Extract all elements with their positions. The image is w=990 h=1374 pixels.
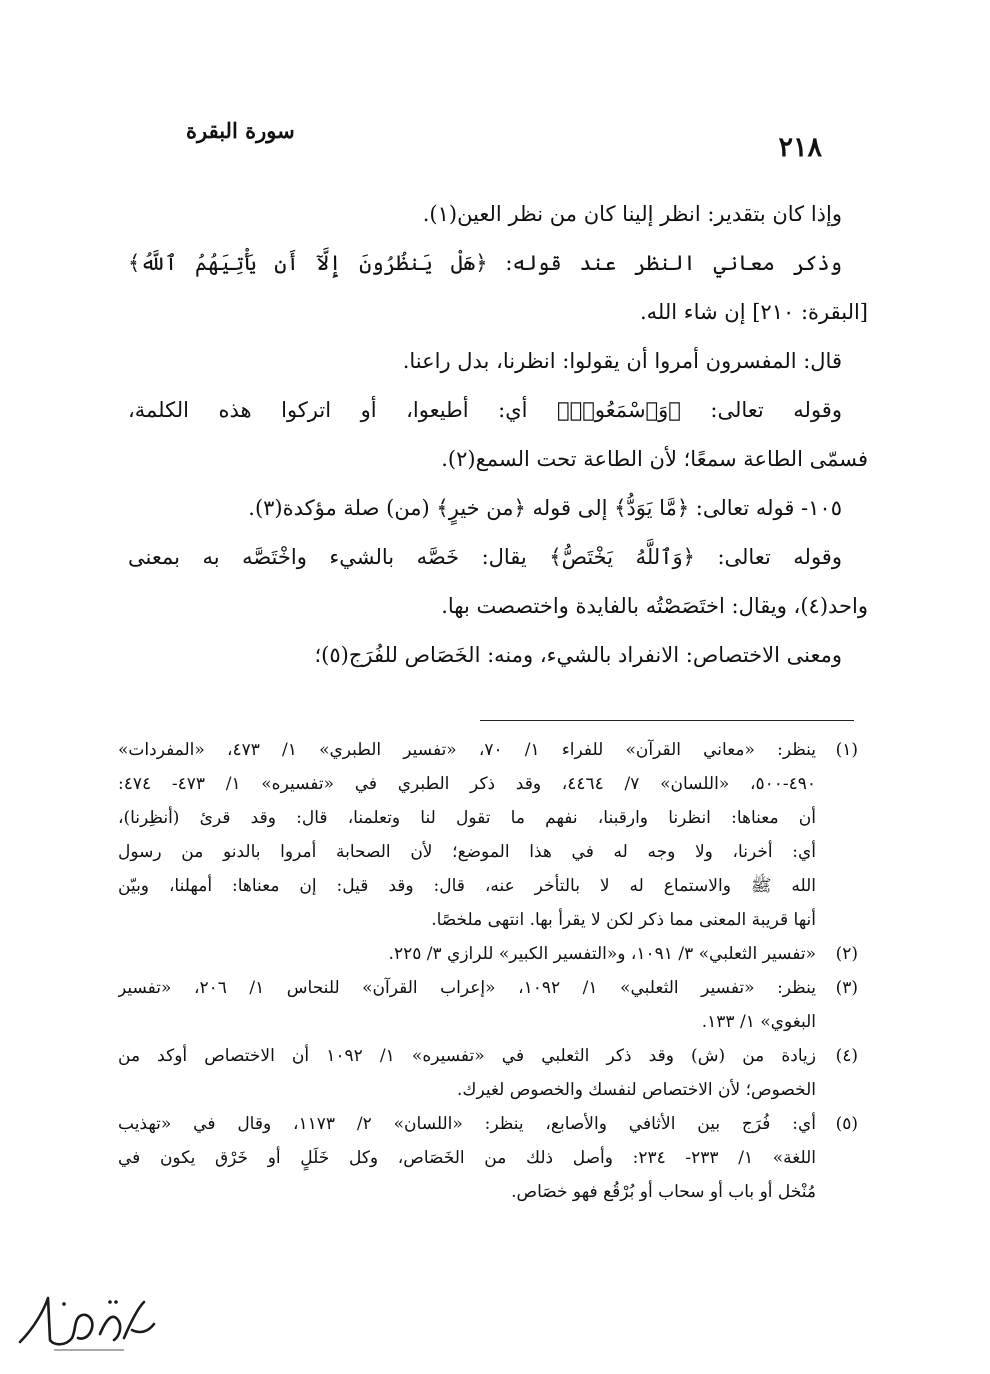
body-line: واحد(٤)، ويقال: اختَصَصْتُه بالفايدة واختصصت بها. [441,594,868,618]
publisher-logo [14,1290,162,1356]
footnote-line: «تفسير الثعلبي» ٣/ ١٠٩١، و«التفسير الكبير» للرازي ٣/ ٢٢٥. [388,944,816,964]
footnote-line: أن معناها: انظرنا وارقبنا، نفهم ما تقول لنا وتعلمنا، قال: وقد قرئ (أنظِرنا)، [118,808,816,828]
body-line: وذكر معاني النظر عند قوله: ﴿هَلْ يَنظُرُونَ إِلَّآ أَن يَأْتِيَهُمُ ٱللَّهُ﴾ [128,251,842,275]
footnote-line: البغوي» ١/ ١٣٣. [701,1012,816,1032]
running-header-surah-title: سورة البقرة [186,118,295,143]
body-line: وقوله تعالى: ﴿وَٱللَّهُ يَخْتَصُّ﴾ يقال: خَصَّه بالشيء واخْتَصَّه به بمعنى [128,545,842,569]
body-line: [البقرة: ٢١٠] إن شاء الله. [639,300,868,324]
footnote-line: أنها قريبة المعنى مما ذكر لكن لا يقرأ بها. انتهى ملخصًا. [431,910,816,930]
body-line: وقوله تعالى: ﴿وَٱسْمَعُوا۟﴾ أي: أطيعوا، أو اتركوا هذه الكلمة، [128,398,842,422]
footnote-line: أي: فُرَج بين الأثافي والأصابع، ينظر: «اللسان» ٢/ ١١٧٣، وقال في «تهذيب [118,1114,816,1134]
footnote-line: اللغة» ١/ ٢٣٣- ٢٣٤: وأصل ذلك من الخَصَاص، وكل خَلَلٍ أو خَرْق يكون في [118,1148,816,1168]
footnote-number: (٣) [835,978,858,998]
footnote-number: (١) [835,740,858,760]
footnote-4 [118,1039,858,1107]
footnote-1 [118,733,858,937]
main-text [128,190,868,680]
footnote-line: مُنْخل أو باب أو سحاب أو بُرْقُع فهو خصَاص. [511,1182,816,1202]
footnote-line: ينظر: «تفسير الثعلبي» ١/ ١٠٩٢، «إعراب القرآن» للنحاس ١/ ٢٠٦، «تفسير [118,978,816,998]
footnote-line: ٤٩٠-٥٠٠، «اللسان» ٧/ ٤٤٦٤، وقد ذكر الطبري في «تفسيره» ١/ ٤٧٣- ٤٧٤: [118,774,816,794]
page-number: ٢١٨ [778,132,822,163]
footnote-2 [118,937,858,971]
footnote-number: (٤) [835,1046,858,1066]
body-line: ١٠٥- قوله تعالى: ﴿مَّا يَوَدُّ﴾ إلى قوله ﴿من خيرٍ﴾ (من) صلة مؤكدة(٣). [248,496,842,520]
footnote-number: (٢) [835,944,858,964]
footnote-line: الله ﷺ والاستماع له لا بالتأخر عنه، قال: وقد قيل: إن معناها: أمهلنا، وبيّن [118,876,816,896]
footnote-line: زيادة من (ش) وقد ذكر الثعلبي في «تفسيره» ١/ ١٠٩٢ أن الاختصاص أوكد من [118,1046,816,1066]
body-line: قال: المفسرون أمروا أن يقولوا: انظرنا، بدل راعنا. [402,349,842,373]
body-line: وإذا كان بتقدير: انظر إلينا كان من نظر العين(١). [422,202,842,226]
body-line: ومعنى الاختصاص: الانفراد بالشيء، ومنه: الخَصَاص للفُرَج(٥)؛ [314,643,842,667]
footnote-line: الخصوص؛ لأن الاختصاص لنفسك والخصوص لغيرك. [457,1080,816,1100]
footnote-separator [480,720,854,721]
footnote-5 [118,1107,858,1209]
footnote-3 [118,971,858,1039]
body-line: فسمّى الطاعة سمعًا؛ لأن الطاعة تحت السمع(٢). [441,447,868,471]
footnotes [118,733,858,1209]
footnote-line: ينظر: «معاني القرآن» للفراء ١/ ٧٠، «تفسير الطبري» ١/ ٤٧٣، «المفردات» [118,740,816,760]
footnote-number: (٥) [835,1114,858,1134]
footnote-line: أي: أخرنا، ولا وجه له في هذا الموضع؛ لأن الصحابة أمروا بالدنو من رسول [118,842,816,862]
